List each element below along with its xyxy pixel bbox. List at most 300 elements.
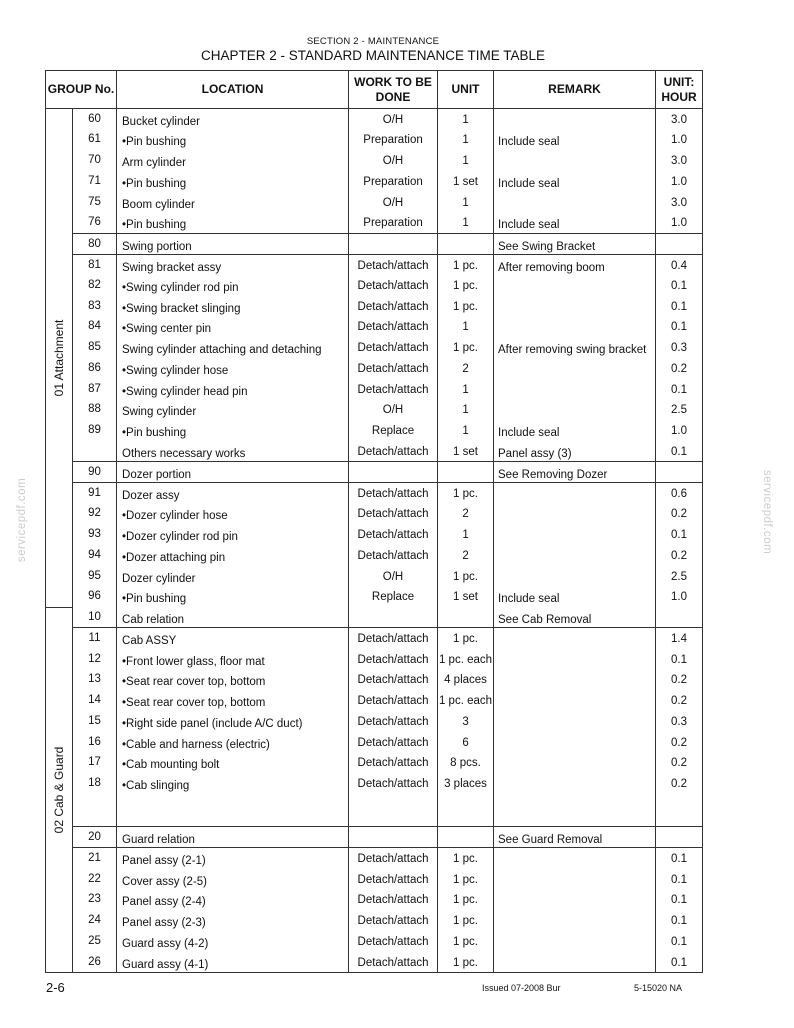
remark-cell xyxy=(494,628,656,649)
location-cell: •Swing cylinder head pin xyxy=(117,379,349,400)
unit-cell: 4 places xyxy=(438,669,494,690)
table-row xyxy=(46,275,703,296)
hour-cell: 1.0 xyxy=(656,420,703,441)
maintenance-time-table xyxy=(45,70,703,973)
remark-cell xyxy=(494,690,656,711)
row-number: 87 xyxy=(73,379,117,400)
location-cell: Bucket cylinder xyxy=(117,109,349,130)
unit-cell: 8 pcs. xyxy=(438,752,494,773)
unit-cell xyxy=(438,233,494,254)
table-row xyxy=(46,586,703,607)
unit-cell: 1 set xyxy=(438,171,494,192)
location-cell: Others necessary works xyxy=(117,441,349,462)
table-row xyxy=(46,316,703,337)
remark-cell: See Cab Removal xyxy=(494,607,656,628)
work-cell: Detach/attach xyxy=(349,316,438,337)
hour-cell: 0.1 xyxy=(656,316,703,337)
table-row xyxy=(46,910,703,931)
row-number: 92 xyxy=(73,503,117,524)
remark-cell xyxy=(494,503,656,524)
table-row xyxy=(46,129,703,150)
row-number: 11 xyxy=(73,628,117,649)
row-number: 88 xyxy=(73,399,117,420)
row-number: 86 xyxy=(73,358,117,379)
hour-cell: 0.2 xyxy=(656,503,703,524)
hour-cell: 0.1 xyxy=(656,275,703,296)
unit-cell: 1 pc. xyxy=(438,848,494,869)
row-number: 94 xyxy=(73,545,117,566)
location-cell: •Seat rear cover top, bottom xyxy=(117,669,349,690)
row-number: 91 xyxy=(73,483,117,504)
unit-cell: 2 xyxy=(438,503,494,524)
hour-cell: 0.1 xyxy=(656,931,703,952)
location-cell: •Pin bushing xyxy=(117,171,349,192)
work-cell xyxy=(349,607,438,628)
row-number: 18 xyxy=(73,773,117,794)
work-cell: O/H xyxy=(349,192,438,213)
work-cell: Detach/attach xyxy=(349,669,438,690)
unit-cell: 1 pc. xyxy=(438,910,494,931)
remark-cell: Include seal xyxy=(494,420,656,441)
table-row xyxy=(46,545,703,566)
table-row xyxy=(46,358,703,379)
hour-cell: 1.0 xyxy=(656,212,703,233)
location-cell: •Front lower glass, floor mat xyxy=(117,649,349,670)
work-cell: O/H xyxy=(349,399,438,420)
location-cell: Dozer portion xyxy=(117,462,349,483)
work-cell xyxy=(349,827,438,848)
table-row xyxy=(46,462,703,483)
row-number: 85 xyxy=(73,337,117,358)
table-row xyxy=(46,889,703,910)
work-cell: Replace xyxy=(349,420,438,441)
col-header-unit: UNIT xyxy=(438,71,494,109)
location-cell: Dozer assy xyxy=(117,483,349,504)
work-cell: Preparation xyxy=(349,171,438,192)
unit-cell: 2 xyxy=(438,545,494,566)
remark-cell xyxy=(494,192,656,213)
unit-cell: 1 pc. xyxy=(438,566,494,587)
issue-info: Issued 07-2008 Bur xyxy=(482,983,561,993)
row-number: 10 xyxy=(73,607,117,628)
remark-cell: After removing swing bracket xyxy=(494,337,656,358)
remark-cell xyxy=(494,848,656,869)
table-row xyxy=(46,212,703,233)
location-cell: •Dozer cylinder rod pin xyxy=(117,524,349,545)
hour-cell: 0.1 xyxy=(656,848,703,869)
table-row xyxy=(46,649,703,670)
location-cell: Panel assy (2-4) xyxy=(117,889,349,910)
unit-cell: 1 xyxy=(438,399,494,420)
location-cell: Guard assy (4-1) xyxy=(117,952,349,973)
work-cell: Detach/attach xyxy=(349,628,438,649)
table-row xyxy=(46,773,703,794)
remark-cell xyxy=(494,275,656,296)
unit-cell: 1 xyxy=(438,379,494,400)
remark-cell: Include seal xyxy=(494,129,656,150)
remark-cell xyxy=(494,732,656,753)
location-cell: •Swing cylinder rod pin xyxy=(117,275,349,296)
work-cell: Detach/attach xyxy=(349,296,438,317)
location-cell: Cab ASSY xyxy=(117,628,349,649)
hour-cell: 1.4 xyxy=(656,628,703,649)
unit-cell: 1 xyxy=(438,109,494,130)
location-cell: •Cab mounting bolt xyxy=(117,752,349,773)
table-row xyxy=(46,109,703,130)
hour-cell: 0.4 xyxy=(656,254,703,275)
table-row xyxy=(46,337,703,358)
remark-cell: After removing boom xyxy=(494,254,656,275)
hour-cell: 0.6 xyxy=(656,483,703,504)
hour-cell: 0.2 xyxy=(656,690,703,711)
row-number: 90 xyxy=(73,462,117,483)
row-number xyxy=(73,441,117,462)
row-number: 95 xyxy=(73,566,117,587)
table-row xyxy=(46,192,703,213)
work-cell: Detach/attach xyxy=(349,711,438,732)
work-cell: O/H xyxy=(349,150,438,171)
work-cell: Detach/attach xyxy=(349,752,438,773)
location-cell: Guard assy (4-2) xyxy=(117,931,349,952)
remark-cell xyxy=(494,379,656,400)
hour-cell: 2.5 xyxy=(656,399,703,420)
group-label: 02 Cab & Guard xyxy=(52,746,66,833)
remark-cell: See Swing Bracket xyxy=(494,233,656,254)
work-cell xyxy=(349,794,438,827)
work-cell xyxy=(349,233,438,254)
unit-cell: 1 xyxy=(438,150,494,171)
row-number: 23 xyxy=(73,889,117,910)
location-cell: Swing portion xyxy=(117,233,349,254)
work-cell: Detach/attach xyxy=(349,441,438,462)
table-row xyxy=(46,379,703,400)
table-header-row xyxy=(46,71,703,109)
unit-cell: 2 xyxy=(438,358,494,379)
work-cell: Preparation xyxy=(349,212,438,233)
row-number: 93 xyxy=(73,524,117,545)
location-cell xyxy=(117,794,349,827)
hour-cell: 0.1 xyxy=(656,889,703,910)
location-cell: Boom cylinder xyxy=(117,192,349,213)
hour-cell xyxy=(656,827,703,848)
remark-cell xyxy=(494,150,656,171)
unit-cell: 1 pc. xyxy=(438,952,494,973)
remark-cell xyxy=(494,566,656,587)
table-row xyxy=(46,732,703,753)
location-cell: •Swing center pin xyxy=(117,316,349,337)
document-code: 5-15020 NA xyxy=(634,983,683,993)
hour-cell: 1.0 xyxy=(656,586,703,607)
work-cell: Detach/attach xyxy=(349,952,438,973)
row-number: 24 xyxy=(73,910,117,931)
hour-cell: 0.3 xyxy=(656,711,703,732)
remark-cell xyxy=(494,711,656,732)
location-cell: •Swing cylinder hose xyxy=(117,358,349,379)
row-number: 26 xyxy=(73,952,117,973)
work-cell: Detach/attach xyxy=(349,545,438,566)
remark-cell: Include seal xyxy=(494,212,656,233)
group-cell xyxy=(46,109,73,608)
row-number: 60 xyxy=(73,109,117,130)
unit-cell: 1 pc. each xyxy=(438,649,494,670)
table-row xyxy=(46,420,703,441)
hour-cell: 0.2 xyxy=(656,752,703,773)
hour-cell: 1.0 xyxy=(656,171,703,192)
hour-cell: 0.1 xyxy=(656,379,703,400)
hour-cell: 3.0 xyxy=(656,150,703,171)
remark-cell xyxy=(494,316,656,337)
section-title: SECTION 2 - MAINTENANCE xyxy=(306,36,440,47)
col-header-remark: REMARK xyxy=(494,71,656,109)
remark-cell xyxy=(494,296,656,317)
location-cell: Swing bracket assy xyxy=(117,254,349,275)
table-row xyxy=(46,171,703,192)
remark-cell: Include seal xyxy=(494,171,656,192)
hour-cell: 0.2 xyxy=(656,545,703,566)
remark-cell xyxy=(494,952,656,973)
unit-cell: 1 pc. xyxy=(438,254,494,275)
col-header-group: GROUP No. xyxy=(46,71,117,109)
hour-cell: 0.1 xyxy=(656,441,703,462)
work-cell xyxy=(349,462,438,483)
unit-cell: 1 pc. xyxy=(438,889,494,910)
work-cell: Replace xyxy=(349,586,438,607)
unit-cell: 3 xyxy=(438,711,494,732)
group-label: 01 Attachment xyxy=(52,319,66,397)
page-number: 2-6 xyxy=(46,980,65,995)
hour-cell: 0.2 xyxy=(656,732,703,753)
unit-cell: 1 pc. xyxy=(438,869,494,890)
row-number: 96 xyxy=(73,586,117,607)
unit-cell: 1 pc. each xyxy=(438,690,494,711)
location-cell: •Dozer cylinder hose xyxy=(117,503,349,524)
location-cell: •Pin bushing xyxy=(117,129,349,150)
work-cell: Preparation xyxy=(349,129,438,150)
work-cell: Detach/attach xyxy=(349,254,438,275)
location-cell: •Seat rear cover top, bottom xyxy=(117,690,349,711)
location-cell: Swing cylinder attaching and detaching xyxy=(117,337,349,358)
row-number: 75 xyxy=(73,192,117,213)
table-row xyxy=(46,607,703,628)
remark-cell xyxy=(494,399,656,420)
location-cell: Swing cylinder xyxy=(117,399,349,420)
table-row xyxy=(46,566,703,587)
location-cell: Arm cylinder xyxy=(117,150,349,171)
table-row xyxy=(46,848,703,869)
unit-cell: 1 xyxy=(438,212,494,233)
unit-cell: 1 pc. xyxy=(438,483,494,504)
location-cell: •Pin bushing xyxy=(117,212,349,233)
hour-cell: 0.1 xyxy=(656,869,703,890)
row-number: 81 xyxy=(73,254,117,275)
remark-cell xyxy=(494,869,656,890)
work-cell: O/H xyxy=(349,109,438,130)
row-number: 16 xyxy=(73,732,117,753)
row-number xyxy=(73,794,117,827)
chapter-title: CHAPTER 2 - STANDARD MAINTENANCE TIME TABLE xyxy=(200,48,546,63)
table-row xyxy=(46,503,703,524)
work-cell: Detach/attach xyxy=(349,483,438,504)
location-cell: Panel assy (2-3) xyxy=(117,910,349,931)
remark-cell xyxy=(494,109,656,130)
col-header-work: WORK TO BE DONE xyxy=(349,71,438,109)
remark-cell xyxy=(494,545,656,566)
location-cell: •Right side panel (include A/C duct) xyxy=(117,711,349,732)
location-cell: •Pin bushing xyxy=(117,586,349,607)
row-number: 15 xyxy=(73,711,117,732)
row-number: 25 xyxy=(73,931,117,952)
unit-cell xyxy=(438,462,494,483)
row-number: 71 xyxy=(73,171,117,192)
work-cell: Detach/attach xyxy=(349,910,438,931)
unit-cell: 1 set xyxy=(438,586,494,607)
table-row xyxy=(46,441,703,462)
work-cell: Detach/attach xyxy=(349,379,438,400)
work-cell: Detach/attach xyxy=(349,690,438,711)
row-number: 82 xyxy=(73,275,117,296)
location-cell: Cover assy (2-5) xyxy=(117,869,349,890)
location-cell: Guard relation xyxy=(117,827,349,848)
row-number: 14 xyxy=(73,690,117,711)
location-cell: •Swing bracket slinging xyxy=(117,296,349,317)
unit-cell: 1 set xyxy=(438,441,494,462)
hour-cell: 2.5 xyxy=(656,566,703,587)
table-row xyxy=(46,399,703,420)
table-row xyxy=(46,524,703,545)
remark-cell: Include seal xyxy=(494,586,656,607)
unit-cell: 6 xyxy=(438,732,494,753)
remark-cell xyxy=(494,669,656,690)
table-row xyxy=(46,794,703,827)
table-row xyxy=(46,150,703,171)
unit-cell: 1 pc. xyxy=(438,337,494,358)
unit-cell: 1 xyxy=(438,524,494,545)
location-cell: Dozer cylinder xyxy=(117,566,349,587)
row-number: 20 xyxy=(73,827,117,848)
row-number: 17 xyxy=(73,752,117,773)
row-number: 13 xyxy=(73,669,117,690)
work-cell: Detach/attach xyxy=(349,889,438,910)
row-number: 61 xyxy=(73,129,117,150)
location-cell: •Cab slinging xyxy=(117,773,349,794)
table-row xyxy=(46,233,703,254)
table-row xyxy=(46,296,703,317)
col-header-location: LOCATION xyxy=(117,71,349,109)
row-number: 76 xyxy=(73,212,117,233)
unit-cell: 1 xyxy=(438,192,494,213)
hour-cell xyxy=(656,794,703,827)
location-cell: Panel assy (2-1) xyxy=(117,848,349,869)
unit-cell: 1 pc. xyxy=(438,931,494,952)
unit-cell: 3 places xyxy=(438,773,494,794)
watermark-right: servicepdf.com xyxy=(761,469,773,555)
remark-cell xyxy=(494,752,656,773)
table-row xyxy=(46,827,703,848)
unit-cell: 1 xyxy=(438,129,494,150)
remark-cell xyxy=(494,794,656,827)
row-number: 12 xyxy=(73,649,117,670)
table-row xyxy=(46,669,703,690)
hour-cell: 0.3 xyxy=(656,337,703,358)
work-cell: Detach/attach xyxy=(349,358,438,379)
location-cell: Cab relation xyxy=(117,607,349,628)
row-number: 21 xyxy=(73,848,117,869)
remark-cell xyxy=(494,649,656,670)
remark-cell xyxy=(494,483,656,504)
hour-cell: 0.2 xyxy=(656,358,703,379)
unit-cell: 1 pc. xyxy=(438,275,494,296)
hour-cell: 1.0 xyxy=(656,129,703,150)
work-cell: Detach/attach xyxy=(349,848,438,869)
work-cell: Detach/attach xyxy=(349,649,438,670)
hour-cell: 0.2 xyxy=(656,773,703,794)
remark-cell: See Guard Removal xyxy=(494,827,656,848)
hour-cell: 0.1 xyxy=(656,910,703,931)
work-cell: Detach/attach xyxy=(349,503,438,524)
unit-cell: 1 xyxy=(438,420,494,441)
work-cell: Detach/attach xyxy=(349,732,438,753)
group-cell xyxy=(46,607,73,972)
work-cell: Detach/attach xyxy=(349,275,438,296)
unit-cell: 1 pc. xyxy=(438,628,494,649)
work-cell: Detach/attach xyxy=(349,524,438,545)
remark-cell xyxy=(494,773,656,794)
remark-cell: Panel assy (3) xyxy=(494,441,656,462)
hour-cell: 3.0 xyxy=(656,192,703,213)
table-row xyxy=(46,690,703,711)
hour-cell: 0.1 xyxy=(656,649,703,670)
location-cell: •Dozer attaching pin xyxy=(117,545,349,566)
hour-cell xyxy=(656,233,703,254)
row-number: 22 xyxy=(73,869,117,890)
work-cell: Detach/attach xyxy=(349,931,438,952)
work-cell: O/H xyxy=(349,566,438,587)
table-row xyxy=(46,628,703,649)
row-number: 83 xyxy=(73,296,117,317)
hour-cell: 0.1 xyxy=(656,524,703,545)
remark-cell xyxy=(494,524,656,545)
location-cell: •Cable and harness (electric) xyxy=(117,732,349,753)
table-row xyxy=(46,752,703,773)
row-number: 84 xyxy=(73,316,117,337)
row-number: 89 xyxy=(73,420,117,441)
table-row xyxy=(46,931,703,952)
col-header-hour: UNIT: HOUR xyxy=(656,71,703,109)
unit-cell xyxy=(438,794,494,827)
work-cell: Detach/attach xyxy=(349,773,438,794)
table-row xyxy=(46,483,703,504)
table-row xyxy=(46,711,703,732)
hour-cell: 0.1 xyxy=(656,952,703,973)
row-number: 80 xyxy=(73,233,117,254)
remark-cell xyxy=(494,358,656,379)
hour-cell: 0.2 xyxy=(656,669,703,690)
work-cell: Detach/attach xyxy=(349,337,438,358)
remark-cell xyxy=(494,931,656,952)
unit-cell: 1 xyxy=(438,316,494,337)
hour-cell xyxy=(656,462,703,483)
unit-cell: 1 pc. xyxy=(438,296,494,317)
work-cell: Detach/attach xyxy=(349,869,438,890)
table-row xyxy=(46,869,703,890)
remark-cell xyxy=(494,910,656,931)
unit-cell xyxy=(438,607,494,628)
location-cell: •Pin bushing xyxy=(117,420,349,441)
hour-cell: 0.1 xyxy=(656,296,703,317)
table-row xyxy=(46,952,703,973)
remark-cell xyxy=(494,889,656,910)
unit-cell xyxy=(438,827,494,848)
